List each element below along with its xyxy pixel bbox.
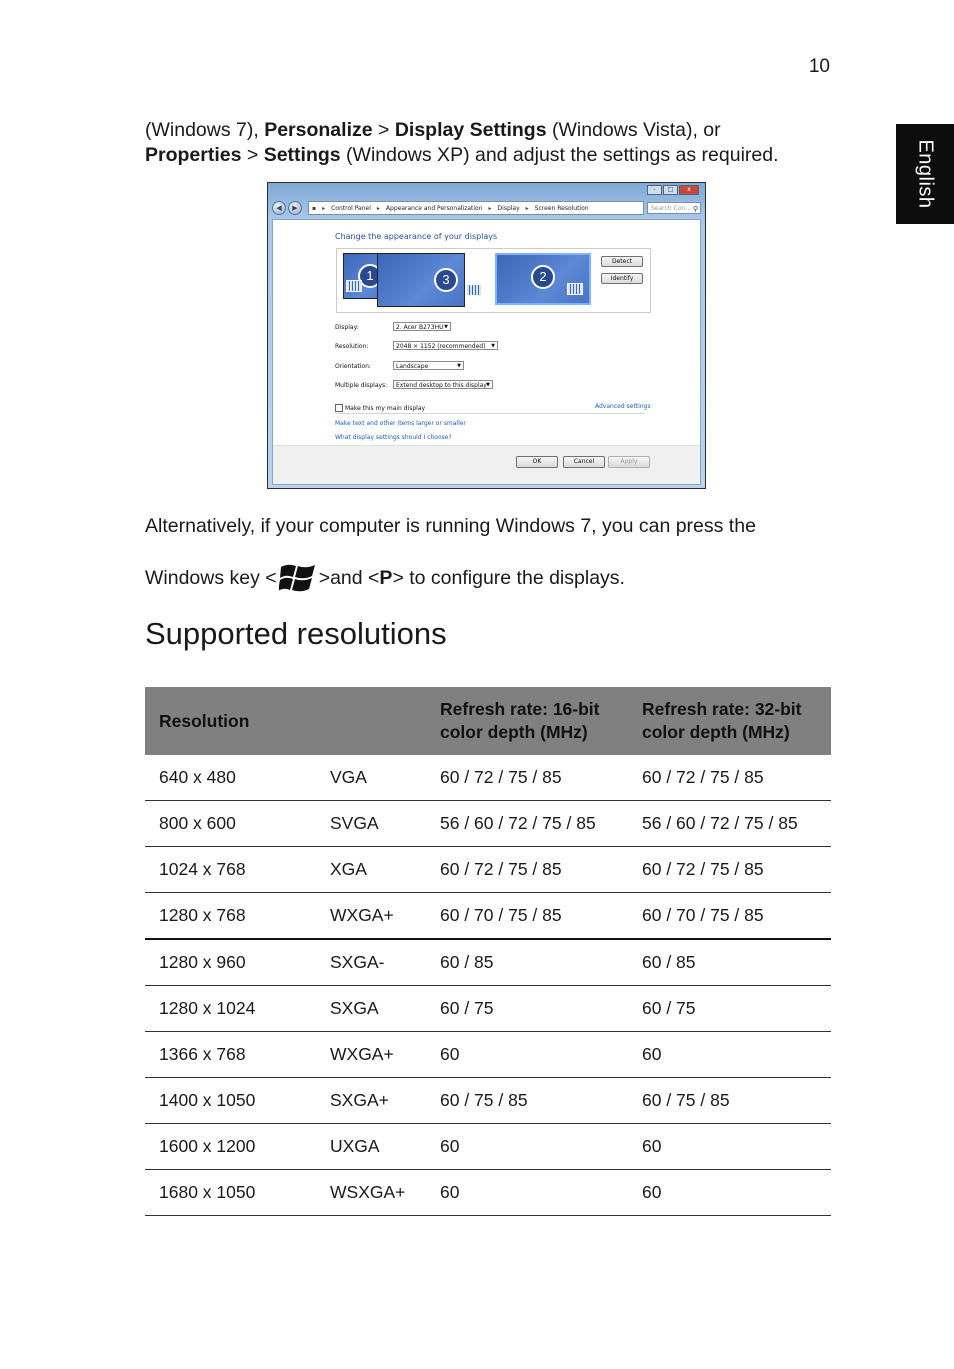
caption-buttons bbox=[647, 185, 699, 195]
breadcrumb-control-panel[interactable]: Control Panel bbox=[331, 204, 371, 212]
monitor-icon bbox=[466, 284, 482, 296]
advanced-settings-link[interactable]: Advanced settings bbox=[595, 403, 651, 410]
cell-16bit: 60 bbox=[426, 1124, 628, 1170]
cell-16bit: 60 / 75 bbox=[426, 986, 628, 1032]
chevron-down-icon: ▼ bbox=[486, 382, 490, 388]
cell-32bit: 60 / 75 / 85 bbox=[628, 1078, 831, 1124]
resolution-value: 2048 × 1152 (recommended) bbox=[396, 343, 486, 350]
chevron-down-icon: ▼ bbox=[491, 343, 495, 349]
intro-text-1: (Windows 7), bbox=[145, 119, 265, 141]
intro-text-2: > bbox=[372, 119, 395, 141]
cell-resolution: 1280 x 960 bbox=[145, 939, 316, 986]
chevron-right-icon: ▸ bbox=[488, 204, 492, 212]
monitor-2[interactable] bbox=[495, 253, 591, 305]
cell-standard: XGA bbox=[316, 847, 426, 893]
intro-display-settings: Display Settings bbox=[394, 119, 547, 141]
chevron-right-icon: ▸ bbox=[322, 204, 326, 212]
dialog-heading: Change the appearance of your displays bbox=[335, 232, 498, 241]
table-header-row bbox=[145, 687, 831, 755]
divider bbox=[335, 413, 644, 414]
cell-standard: SXGA+ bbox=[316, 1078, 426, 1124]
intro-text-3: (Windows Vista), or bbox=[546, 119, 721, 141]
address-bar[interactable] bbox=[308, 201, 644, 215]
navigation-bar bbox=[272, 200, 701, 216]
monitor-arrangement bbox=[336, 248, 651, 313]
orientation-label: Orientation: bbox=[335, 363, 371, 370]
cell-resolution: 1280 x 768 bbox=[145, 893, 316, 940]
orientation-value: Landscape bbox=[396, 363, 429, 370]
p-key: P bbox=[379, 566, 393, 589]
breadcrumb-display[interactable]: Display bbox=[497, 204, 520, 212]
cell-32bit: 60 bbox=[628, 1170, 831, 1216]
intro-settings: Settings bbox=[263, 144, 341, 166]
cell-resolution: 1366 x 768 bbox=[145, 1032, 316, 1078]
cell-standard: SXGA- bbox=[316, 939, 426, 986]
screen-resolution-window bbox=[267, 182, 706, 489]
alt-text-c: > to configure the displays. bbox=[392, 566, 625, 589]
search-placeholder: Search Con... bbox=[651, 205, 691, 212]
section-title: Supported resolutions bbox=[145, 616, 447, 651]
alt-line-1: Alternatively, if your computer is running Windows 7, you can press the bbox=[145, 515, 756, 537]
alt-text-a: Windows key < bbox=[145, 566, 277, 589]
cell-32bit: 60 / 70 / 75 / 85 bbox=[628, 893, 831, 940]
ok-button[interactable]: OK bbox=[516, 456, 558, 468]
display-help-link[interactable]: What display settings should I choose? bbox=[335, 434, 452, 441]
cell-16bit: 60 bbox=[426, 1170, 628, 1216]
monitor-3[interactable] bbox=[377, 253, 465, 307]
multiple-displays-value: Extend desktop to this display bbox=[396, 382, 487, 389]
cell-standard: SXGA bbox=[316, 986, 426, 1032]
cell-resolution: 1024 x 768 bbox=[145, 847, 316, 893]
back-button[interactable]: ◀ bbox=[272, 201, 286, 215]
resolution-label: Resolution: bbox=[335, 343, 369, 350]
header-resolution: Resolution bbox=[145, 687, 316, 755]
table-row bbox=[145, 1032, 831, 1078]
alternative-paragraph bbox=[145, 514, 845, 589]
intro-text-4: > bbox=[241, 144, 264, 166]
cancel-button[interactable]: Cancel bbox=[563, 456, 605, 468]
maximize-button[interactable]: □ bbox=[663, 185, 678, 195]
forward-button[interactable]: ▶ bbox=[288, 201, 302, 215]
cell-16bit: 60 / 85 bbox=[426, 939, 628, 986]
intro-personalize: Personalize bbox=[264, 119, 373, 141]
cell-32bit: 56 / 60 / 72 / 75 / 85 bbox=[628, 801, 831, 847]
cell-standard: VGA bbox=[316, 755, 426, 801]
monitor-number: 3 bbox=[434, 268, 458, 292]
cell-resolution: 1280 x 1024 bbox=[145, 986, 316, 1032]
monitor-icon bbox=[567, 283, 583, 295]
folder-icon: ▪ bbox=[312, 204, 317, 212]
monitor-number: 2 bbox=[531, 265, 555, 289]
cell-32bit: 60 / 75 bbox=[628, 986, 831, 1032]
search-icon[interactable]: ⚲ bbox=[692, 205, 698, 213]
display-select[interactable] bbox=[393, 322, 451, 331]
cell-16bit: 60 bbox=[426, 1032, 628, 1078]
chevron-down-icon: ▼ bbox=[444, 324, 448, 330]
cell-16bit: 60 / 72 / 75 / 85 bbox=[426, 847, 628, 893]
cell-32bit: 60 bbox=[628, 1032, 831, 1078]
breadcrumb-appearance[interactable]: Appearance and Personalization bbox=[385, 204, 483, 212]
cell-standard: SVGA bbox=[316, 801, 426, 847]
windows-key-icon bbox=[279, 561, 317, 595]
cell-standard: WXGA+ bbox=[316, 893, 426, 940]
dialog-footer bbox=[273, 445, 700, 484]
text-size-link[interactable]: Make text and other items larger or smaller bbox=[335, 420, 466, 427]
alt-text-b: >and < bbox=[318, 566, 380, 589]
cell-resolution: 640 x 480 bbox=[145, 755, 316, 801]
minimize-button[interactable]: - bbox=[647, 185, 662, 195]
table-row bbox=[145, 801, 831, 847]
table-row bbox=[145, 755, 831, 801]
table-row bbox=[145, 1124, 831, 1170]
header-16bit: Refresh rate: 16-bit color depth (MHz) bbox=[426, 687, 628, 755]
cell-16bit: 56 / 60 / 72 / 75 / 85 bbox=[426, 801, 628, 847]
page-number: 10 bbox=[808, 56, 830, 77]
cell-16bit: 60 / 70 / 75 / 85 bbox=[426, 893, 628, 940]
cell-16bit: 60 / 75 / 85 bbox=[426, 1078, 628, 1124]
language-tab bbox=[896, 124, 954, 224]
chevron-right-icon: ▸ bbox=[525, 204, 529, 212]
chevron-right-icon: ▸ bbox=[376, 204, 380, 212]
table-row bbox=[145, 939, 831, 986]
chevron-down-icon: ▼ bbox=[457, 363, 461, 369]
display-label: Display: bbox=[335, 324, 359, 331]
main-display-label: Make this my main display bbox=[345, 404, 426, 412]
cell-resolution: 1680 x 1050 bbox=[145, 1170, 316, 1216]
cell-standard: UXGA bbox=[316, 1124, 426, 1170]
cell-resolution: 800 x 600 bbox=[145, 801, 316, 847]
cell-32bit: 60 / 85 bbox=[628, 939, 831, 986]
cell-32bit: 60 bbox=[628, 1124, 831, 1170]
table-row bbox=[145, 986, 831, 1032]
table-row bbox=[145, 1078, 831, 1124]
monitor-number: 1 bbox=[358, 264, 382, 288]
cell-standard: WXGA+ bbox=[316, 1032, 426, 1078]
cell-resolution: 1600 x 1200 bbox=[145, 1124, 316, 1170]
identify-button[interactable]: Identify bbox=[601, 273, 643, 284]
cell-standard: WSXGA+ bbox=[316, 1170, 426, 1216]
close-button[interactable]: x bbox=[679, 185, 699, 195]
window-content bbox=[272, 219, 701, 485]
cell-resolution: 1400 x 1050 bbox=[145, 1078, 316, 1124]
table-row bbox=[145, 847, 831, 893]
display-value: 2. Acer B273HU bbox=[396, 324, 444, 331]
cell-32bit: 60 / 72 / 75 / 85 bbox=[628, 755, 831, 801]
monitor-icon bbox=[346, 280, 362, 292]
resolutions-table bbox=[145, 687, 831, 1216]
apply-button[interactable]: Apply bbox=[608, 456, 650, 468]
resolution-select[interactable] bbox=[393, 341, 498, 350]
multiple-displays-select[interactable] bbox=[393, 380, 493, 389]
table-row bbox=[145, 893, 831, 940]
cell-32bit: 60 / 72 / 75 / 85 bbox=[628, 847, 831, 893]
intro-paragraph bbox=[145, 118, 845, 168]
header-standard bbox=[316, 687, 426, 755]
multiple-displays-label: Multiple displays: bbox=[335, 382, 388, 389]
table-row bbox=[145, 1170, 831, 1216]
intro-text-5: (Windows XP) and adjust the settings as required. bbox=[340, 144, 779, 166]
header-32bit: Refresh rate: 32-bit color depth (MHz) bbox=[628, 687, 831, 755]
alt-line-2 bbox=[145, 561, 625, 595]
detect-button[interactable]: Detect bbox=[601, 256, 643, 267]
breadcrumb-screen-resolution[interactable]: Screen Resolution bbox=[534, 204, 589, 212]
language-tab-label: English bbox=[914, 139, 937, 209]
main-display-option[interactable] bbox=[335, 404, 425, 412]
intro-properties: Properties bbox=[145, 144, 242, 166]
orientation-select[interactable] bbox=[393, 361, 464, 370]
cell-16bit: 60 / 72 / 75 / 85 bbox=[426, 755, 628, 801]
main-display-checkbox[interactable] bbox=[335, 404, 343, 412]
search-input[interactable] bbox=[647, 202, 701, 214]
